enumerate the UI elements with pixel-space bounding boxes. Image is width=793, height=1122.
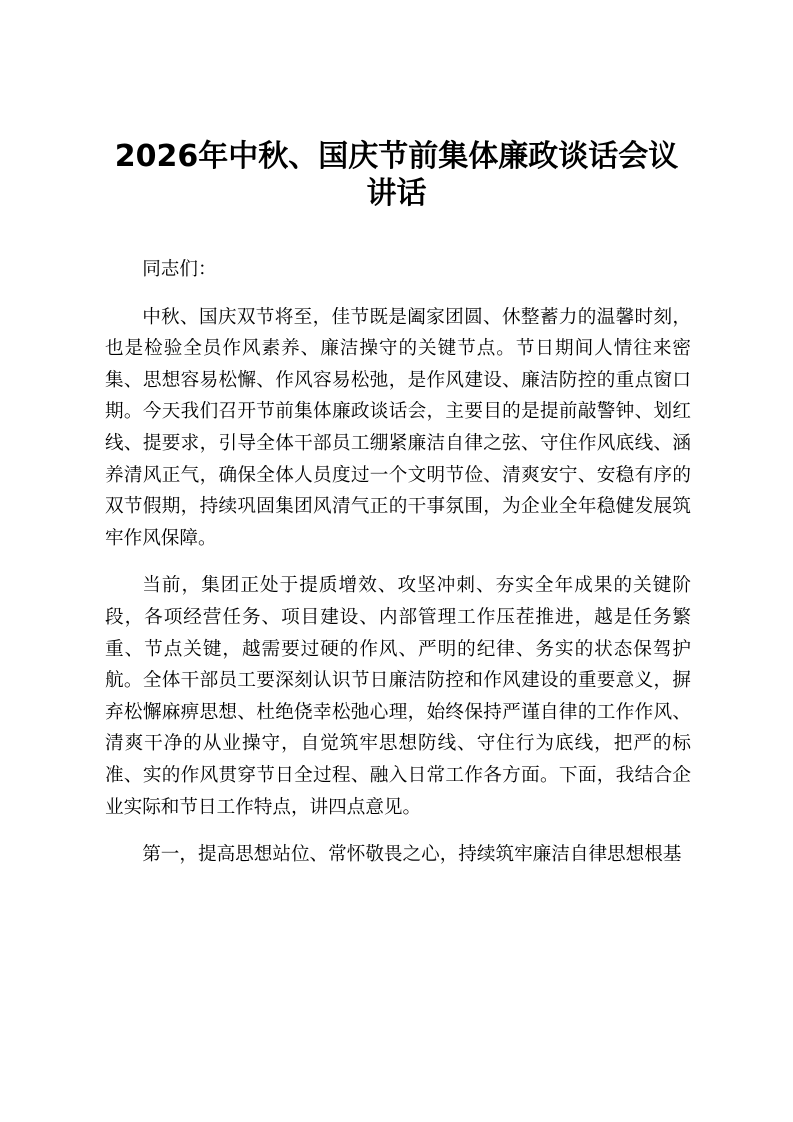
document-body xyxy=(105,254,691,887)
paragraph-context: 当前，集团正处于提质增效、攻坚冲刺、夯实全年成果的关键阶段，各项经营任务、项目建设、内部管理工作压茬推进，越是任务繁重、节点关键，越需要过硬的作风、严明的纪律、务实的状态保驾护航。全体干部员工要深刻认识节日廉洁防控和作风建设的重要意义，摒弃松懈麻痹思想、杜绝侥幸松弛心理，始终保持严谨自律的工作作风、清爽干净的从业操守，自觉筑牢思想防线、守住行为底线，把严的标准、实的作风贯穿节日全过程、融入日常工作各方面。下面，我结合企业实际和节日工作特点，讲四点意见。 xyxy=(105,575,691,818)
salutation: 同志们： xyxy=(142,259,217,280)
document-title: 2026年中秋、国庆节前集体廉政谈话会议讲话 xyxy=(114,139,679,211)
section-heading-first: 第一，提高思想站位、常怀敬畏之心，持续筑牢廉洁自律思想根基 xyxy=(142,844,682,866)
paragraph-intro: 中秋、国庆双节将至，佳节既是阖家团圆、休整蓄力的温馨时刻，也是检验全员作风素养、廉洁操守的关键节点。节日期间人情往来密集、思想容易松懈、作风容易松弛，是作风建设、廉洁防控的重点窗口期。今天我们召开节前集体廉政谈话会，主要目的是提前敲警钟、划红线、提要求，引导全体干部员工绷紧廉洁自律之弦、守住作风底线、涵养清风正气，确保全体人员度过一个文明节俭、清爽安宁、安稳有序的双节假期，持续巩固集团风清气正的干事氛围，为企业全年稳健发展筑牢作风保障。 xyxy=(105,306,691,549)
